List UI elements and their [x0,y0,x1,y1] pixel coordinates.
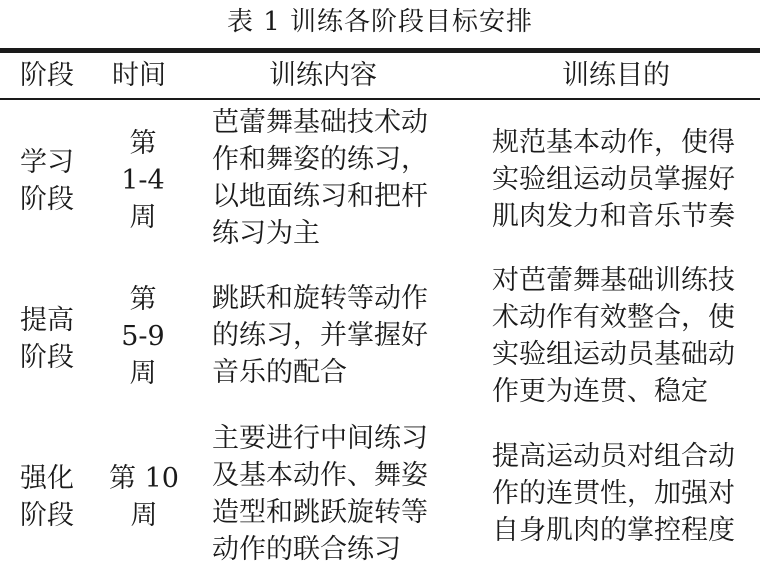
row3-stage: 强化 阶段 [20,463,74,531]
row1-content: 芭蕾舞基础技术动 作和舞姿的练习， 以地面练习和把杆 练习为主 [212,107,428,249]
header-time: 时间 [112,60,166,91]
table-caption: 表 1 训练各阶段目标安排 [226,7,534,37]
row2-content: 跳跃和旋转等动作 的练习，并掌握好 音乐的配合 [212,283,428,388]
row1-purpose: 规范基本动作，使得 实验组运动员掌握好 肌肉发力和音乐节奏 [492,127,735,232]
row3-content: 主要进行中间练习 及基本动作、舞姿 造型和跳跃旋转等 动作的联合练习 [212,423,428,565]
row1-stage: 学习 阶段 [20,147,74,215]
row2-time: 第 5-9 周 [121,284,165,389]
row2-purpose: 对芭蕾舞基础训练技 术动作有效整合，使 实验组运动员基础动 作更为连贯、稳定 [492,265,735,407]
header-content: 训练内容 [269,60,377,91]
row3-purpose: 提高运动员对组合动 作的连贯性，加强对 自身肌肉的掌控程度 [492,441,735,546]
row3-time: 第 10 周 [109,463,179,531]
row1-time: 第 1-4 周 [121,128,165,233]
header-stage: 阶段 [20,60,74,91]
top-rule [0,48,760,53]
header-purpose: 训练目的 [562,60,670,91]
header-rule [0,98,760,100]
row2-stage: 提高 阶段 [20,305,74,373]
